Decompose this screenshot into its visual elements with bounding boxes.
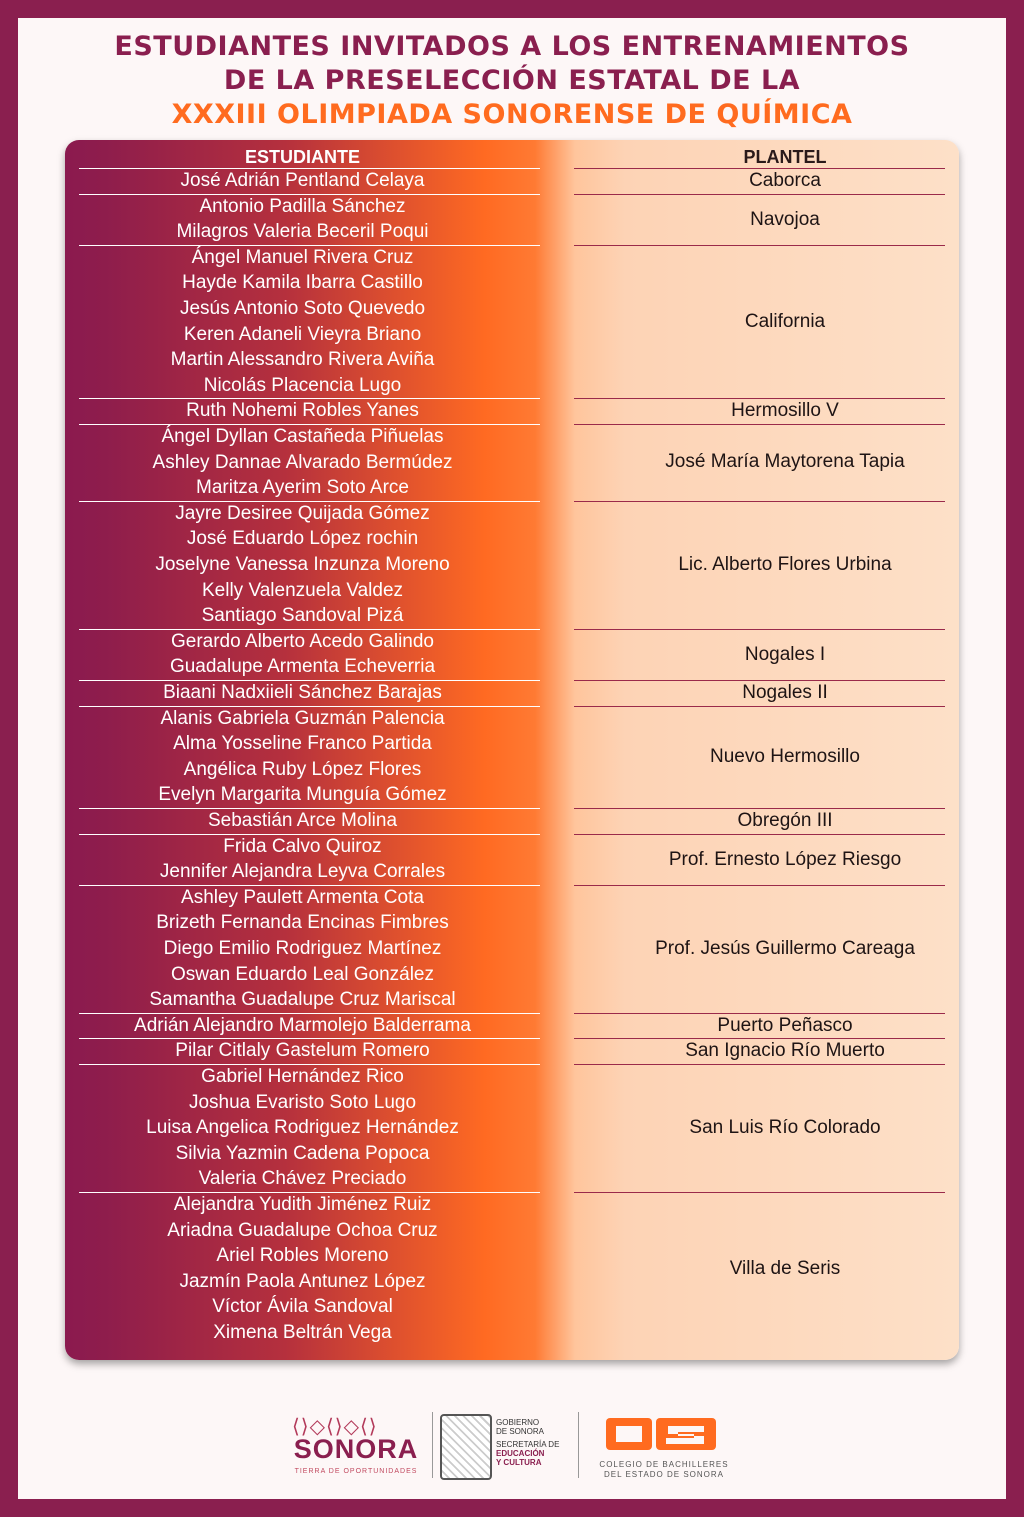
plantel-name: California	[744, 310, 826, 332]
sec-line-2: EDUCACIÓN	[496, 1449, 545, 1458]
footer-logos	[0, 1400, 1024, 1490]
student-name: Gerardo Alberto Acedo Galindo	[170, 630, 434, 652]
header-student: ESTUDIANTE	[244, 147, 360, 167]
plantel-name: San Luis Río Colorado	[689, 1117, 881, 1138]
plantel-name: Hermosillo V	[731, 400, 839, 422]
plantel-name: Puerto Peñasco	[717, 1014, 853, 1036]
plantel-name: San Ignacio Río Muerto	[685, 1040, 885, 1062]
student-name: Gabriel Hernández Rico	[201, 1066, 404, 1087]
student-name: Joshua Evaristo Soto Lugo	[188, 1091, 417, 1113]
header-plantel: PLANTEL	[743, 147, 827, 167]
student-name: Alma Yosseline Franco Partida	[173, 733, 432, 755]
sonora-logo	[286, 1414, 426, 1480]
student-name: Ángel Dyllan Castañeda Piñuelas	[161, 426, 444, 447]
state-seal-icon	[440, 1414, 492, 1480]
divider	[578, 1412, 579, 1478]
student-name: Evelyn Margarita Munguía Gómez	[158, 784, 447, 806]
student-name: Ashley Dannae Alvarado Bermúdez	[152, 451, 453, 473]
plantel-name: Obregón III	[737, 810, 833, 831]
student-name: Ariadna Guadalupe Ochoa Cruz	[167, 1219, 438, 1241]
student-name: Jazmín Paola Antunez López	[179, 1270, 426, 1292]
student-name: Brizeth Fernanda Encinas Fimbres	[156, 912, 449, 934]
title-line-2: DE LA PRESELECCIÓN ESTATAL DE LA	[223, 65, 801, 96]
student-name: Pilar Citlaly Gastelum Romero	[175, 1040, 430, 1062]
gov-line-2: DE SONORA	[496, 1427, 545, 1436]
student-name: Silvia Yazmin Cadena Popoca	[175, 1142, 430, 1164]
student-name: Frida Calvo Quiroz	[223, 835, 382, 857]
page-title	[0, 30, 1024, 132]
student-name: Jayre Desiree Quijada Gómez	[175, 502, 430, 524]
student-name: Valeria Chávez Preciado	[198, 1168, 407, 1190]
sonora-wordmark: SONORA	[293, 1434, 419, 1464]
student-name: Biaani Nadxiieli Sánchez Barajas	[163, 682, 442, 703]
student-name: Sebastián Arce Molina	[207, 810, 398, 831]
student-name: Jennifer Alejandra Leyva Corrales	[159, 861, 446, 883]
students-table	[65, 140, 959, 1360]
cobach-logo-icon	[604, 1414, 720, 1454]
student-name: Guadalupe Armenta Echeverria	[169, 656, 436, 678]
plantel-name: Caborca	[749, 170, 821, 191]
plantel-name: Prof. Jesús Guillermo Careaga	[655, 937, 915, 959]
cobach-name	[586, 1460, 742, 1480]
student-name: Jesús Antonio Soto Quevedo	[179, 298, 426, 319]
student-name: Nicolás Placencia Lugo	[203, 374, 402, 396]
student-name: José Eduardo López rochin	[186, 528, 419, 550]
student-name: Keren Adaneli Vieyra Briano	[183, 323, 422, 345]
cobach-line-1: COLEGIO DE BACHILLERES	[599, 1460, 729, 1469]
title-line-3: XXXIII OLIMPIADA SONORENSE DE QUÍMICA	[171, 99, 853, 130]
student-name: Ximena Beltrán Vega	[213, 1322, 392, 1343]
student-name: Ashley Paulett Armenta Cota	[181, 886, 424, 908]
student-name: Alanis Gabriela Guzmán Palencia	[160, 707, 445, 729]
student-name: Oswan Eduardo Leal González	[171, 963, 434, 985]
knot-pattern-icon: ⟨⟩◇⟨⟩◇⟨⟩	[292, 1416, 378, 1438]
student-name: Antonio Padilla Sánchez	[199, 195, 406, 217]
plantel-name: Nuevo Hermosillo	[710, 745, 860, 767]
student-name: Ruth Nohemi Robles Yanes	[186, 400, 419, 422]
title-line-1: ESTUDIANTES INVITADOS A LOS ENTRENAMIENTOS	[114, 31, 910, 62]
student-name: Hayde Kamila Ibarra Castillo	[182, 272, 423, 294]
plantel-name: Nogales I	[744, 643, 826, 665]
plantel-name: Villa de Seris	[729, 1258, 841, 1279]
sonora-tagline: TIERRA DE OPORTUNIDADES	[294, 1468, 418, 1475]
plantel-name: Nogales II	[742, 682, 828, 703]
plantel-name: Prof. Ernesto López Riesgo	[668, 848, 902, 870]
plantel-name: Lic. Alberto Flores Urbina	[678, 553, 892, 575]
gov-line-1: GOBIERNO	[496, 1418, 540, 1427]
government-logo	[496, 1418, 572, 1467]
plantel-name: José María Maytorena Tapia	[665, 451, 905, 472]
student-name: Víctor Ávila Sandoval	[212, 1296, 393, 1318]
student-name: Alejandra Yudith Jiménez Ruiz	[173, 1194, 432, 1215]
student-name: Angélica Ruby López Flores	[183, 758, 422, 780]
plantel-name: Navojoa	[750, 208, 820, 230]
student-name: Martin Alessandro Rivera Aviña	[170, 349, 435, 371]
student-name: Kelly Valenzuela Valdez	[201, 579, 404, 601]
divider	[432, 1412, 433, 1478]
student-name: Adrián Alejandro Marmolejo Balderrama	[134, 1014, 471, 1036]
student-name: Diego Emilio Rodriguez Martínez	[163, 938, 442, 959]
sec-line-3: Y CULTURA	[496, 1458, 542, 1467]
student-name: Ariel Robles Moreno	[216, 1245, 389, 1267]
cobach-line-2: DEL ESTADO DE SONORA	[603, 1470, 725, 1479]
student-name: Joselyne Vanessa Inzunza Moreno	[155, 554, 450, 575]
student-name: Ángel Manuel Rivera Cruz	[191, 246, 414, 268]
student-name: Samantha Guadalupe Cruz Mariscal	[149, 989, 456, 1011]
student-name: Santiago Sandoval Pizá	[201, 605, 404, 627]
student-name: Maritza Ayerim Soto Arce	[196, 477, 409, 499]
sec-line-1: SECRETARÍA DE	[496, 1440, 560, 1449]
student-name: José Adrián Pentland Celaya	[180, 170, 425, 191]
student-name: Milagros Valeria Beceril Poqui	[176, 221, 429, 243]
student-name: Luisa Angelica Rodriguez Hernández	[146, 1117, 459, 1139]
